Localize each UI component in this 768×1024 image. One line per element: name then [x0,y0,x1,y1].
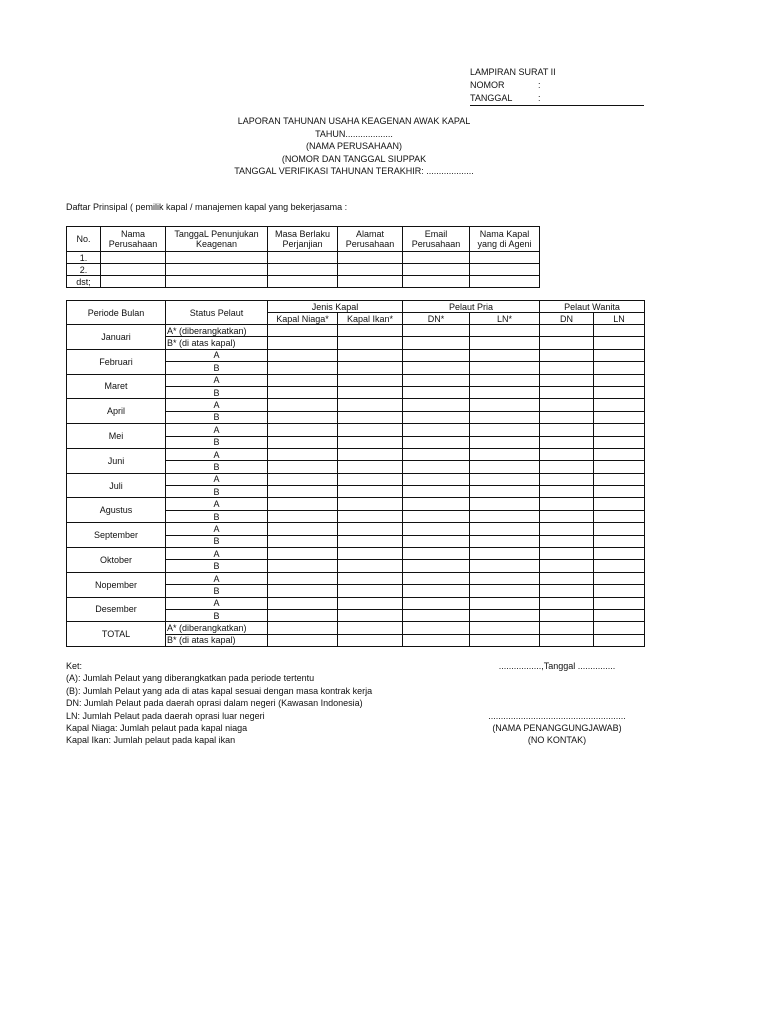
status-a-cell: A [166,498,268,510]
col-ln-wanita: LN [594,313,645,325]
keterangan [66,660,372,747]
col-pelaut-pria: Pelaut Pria [403,301,540,313]
ket-line: Kapal Niaga: Jumlah pelaut pada kapal niaga [66,723,248,734]
table-row [67,498,645,510]
status-a-cell: A [166,572,268,584]
status-b-cell: B* (di atas kapal) [166,337,268,349]
col-alamat: Alamat Perusahaan [338,227,403,252]
signature-block [470,660,644,747]
month-cell: Oktober [67,548,166,573]
col-dn-wanita: DN [540,313,594,325]
status-b-cell: B [166,510,268,522]
signature-date-line: .................,Tanggal ............... [498,661,616,671]
col-email: Email Perusahaan [403,227,470,252]
row-number: 1. [67,252,101,264]
col-nama-perusahaan: Nama Perusahaan [101,227,166,252]
ket-line: (B): Jumlah Pelaut yang ada di atas kapal sesuai dengan masa kontrak kerja [66,685,373,696]
status-b-cell: B [166,609,268,621]
table-row [67,548,645,560]
signature-name: (NAMA PENANGGUNGJAWAB) [492,723,622,734]
nomor-label: NOMOR [470,79,505,90]
month-cell: Nopember [67,572,166,597]
col-no: No. [67,227,101,252]
ket-line: LN: Jumlah Pelaut pada daerah oprasi luar negeri [66,710,265,721]
col-nama-kapal: Nama Kapal yang di Ageni [470,227,540,252]
status-b-cell: B [166,585,268,597]
table-row [67,473,645,485]
signature-dotted-line: ....................................................... [488,710,626,721]
status-a-cell: A [166,548,268,560]
principal-table [66,226,540,288]
signature-contact: (NO KONTAK) [527,735,587,746]
status-b-cell: B [166,461,268,473]
month-cell: Maret [67,374,166,399]
col-dn-pria: DN* [403,313,470,325]
col-pelaut-wanita: Pelaut Wanita [540,301,645,313]
status-b-cell: B [166,362,268,374]
tanggal-label: TANGGAL [470,93,513,103]
table-row [67,252,540,264]
table-row [67,622,645,634]
status-a-cell: A* (diberangkatkan) [166,325,268,337]
status-a-cell: A [166,473,268,485]
status-a-cell: A [166,374,268,386]
status-b-cell: B [166,560,268,572]
row-number: dst; [67,276,101,288]
period-header-row-1 [67,301,645,313]
title-line-2: TAHUN................... [315,128,393,139]
table-row [67,424,645,436]
status-a-cell: A [166,399,268,411]
ket-line: DN: Jumlah Pelaut pada daerah oprasi dalam negeri (Kawasan Indonesia) [66,698,363,709]
ket-line: Kapal Ikan: Jumlah pelaut pada kapal ikan [66,735,236,746]
month-cell: Februari [67,349,166,374]
month-cell: September [67,523,166,548]
title-line-3: (NAMA PERUSAHAAN) [305,141,403,152]
table-row [67,325,645,337]
table-row [67,349,645,361]
ket-title: Ket: [66,661,83,671]
status-a-cell: A* (diberangkatkan) [166,622,268,634]
status-a-cell: A [166,349,268,361]
month-cell: Agustus [67,498,166,523]
col-periode-bulan: Periode Bulan [67,301,166,325]
col-kapal-ikan: Kapal Ikan* [338,313,403,325]
table-row [67,448,645,460]
tanggal-colon: : [538,93,541,103]
title-line-5: TANGGAL VERIFIKASI TAHUNAN TERAKHIR: ................... [234,166,474,177]
daftar-prinsipal-label: Daftar Prinsipal ( pemilik kapal / manajemen kapal yang bekerjasama : [66,202,348,212]
ket-line: (A): Jumlah Pelaut yang diberangkatkan pada periode tertentu [66,673,315,684]
status-b-cell: B [166,535,268,547]
month-cell: Mei [67,424,166,449]
col-status-pelaut: Status Pelaut [166,301,268,325]
nomor-colon: : [538,79,541,90]
col-masa-berlaku: Masa Berlaku Perjanjian [268,227,338,252]
status-a-cell: A [166,597,268,609]
status-a-cell: A [166,448,268,460]
status-b-cell: B [166,486,268,498]
month-cell: Juli [67,473,166,498]
status-b-cell: B [166,386,268,398]
col-tanggal-penunjukan: TanggaL Penunjukan Keagenan [166,227,268,252]
col-ln-pria: LN* [470,313,540,325]
table-row [67,264,540,276]
month-cell: Desember [67,597,166,622]
table-row [67,597,645,609]
status-b-cell: B [166,436,268,448]
table-row [67,399,645,411]
status-a-cell: A [166,523,268,535]
title-line-1: LAPORAN TAHUNAN USAHA KEAGENAN AWAK KAPAL [237,116,471,126]
table-row [67,374,645,386]
status-b-cell: B* (di atas kapal) [166,634,268,646]
month-cell: TOTAL [67,622,166,647]
table-row [67,572,645,584]
month-cell: April [67,399,166,424]
principal-header-row [67,227,540,252]
month-cell: Januari [67,325,166,350]
table-row [67,276,540,288]
month-cell: Juni [67,448,166,473]
row-number: 2. [67,264,101,276]
col-jenis-kapal: Jenis Kapal [268,301,403,313]
col-kapal-niaga: Kapal Niaga* [268,313,338,325]
report-title [180,115,528,178]
table-row [67,523,645,535]
status-a-cell: A [166,424,268,436]
period-table [66,300,645,647]
status-b-cell: B [166,411,268,423]
title-line-4: (NOMOR DAN TANGGAL SIUPPAK [281,153,427,164]
lampiran-label: LAMPIRAN SURAT II [470,67,556,77]
header-block [470,66,644,106]
